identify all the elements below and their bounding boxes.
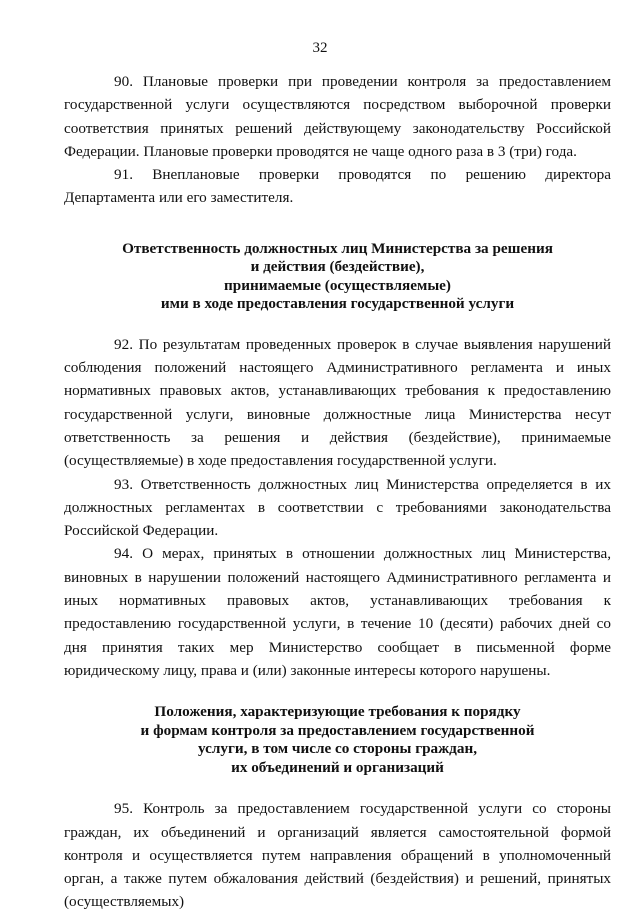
heading-line: ими в ходе предоставления государственной услуги xyxy=(160,295,515,313)
paragraph-94: 94. О мерах, принятых в отношении должностных лиц Министерства, виновных в нарушении положений настоящего Административного регламента и иных нормативных правовых актов, устанавливающих требования к предоставлению государственной услуги, в течение 10 (десяти) рабочих дней со дня принятия таких мер Министерство сообщает в письменной форме юридическому лицу, права и (или) законные интересы которого нарушены. xyxy=(64,545,611,679)
heading-line: услуги, в том числе со стороны граждан, xyxy=(198,740,477,758)
heading-line: и действия (бездействие), xyxy=(250,258,425,276)
paragraph-92: 92. По результатам проведенных проверок в случае выявления нарушений соблюдения положений настоящего Административного регламента и иных нормативных правовых актов, устанавливающих требования к предоставлению государственной услуги, виновные должностные лица Министерства несут ответственность за решения и действия (бездействие), принимаемые (осуществляемые) в ходе предоставления государственной услуги. xyxy=(64,335,611,470)
heading-line: Положения, характеризующие требования к порядку xyxy=(154,703,521,721)
heading-line: Ответственность должностных лиц Министерства за решения xyxy=(122,239,553,257)
heading-line: их объединений и организаций xyxy=(231,758,444,776)
section-heading-control-requirements xyxy=(64,703,611,777)
document-body xyxy=(64,70,611,914)
paragraph-93: 93. Ответственность должностных лиц Министерства определяется в их должностных регламентах в соответствии с требованиями законодательства Российской Федерации. xyxy=(64,475,611,540)
paragraph-95: 95. Контроль за предоставлением государственной услуги со стороны граждан, их объединений и организаций является самостоятельной формой контроля и осуществляется путем направления обращений в уполномоченный орган, а также путем обжалования действий (бездействия) и решений, принятых (осуществляемых) xyxy=(64,800,611,911)
paragraph-90: 90. Плановые проверки при проведении контроля за предоставлением государственной услуги осуществляются посредством выборочной проверки соответствия принятых решений действующему законодательству Российской Федерации. Плановые проверки проводятся не чаще одного раза в 3 (три) года. xyxy=(64,73,611,160)
heading-line: и формам контроля за предоставлением государственной xyxy=(140,721,535,739)
paragraph-91: 91. Внеплановые проверки проводятся по решению директора Департамента или его заместителя. xyxy=(64,166,611,207)
section-heading-responsibility xyxy=(64,240,611,314)
heading-line: принимаемые (осуществляемые) xyxy=(224,276,451,294)
page-number: 32 xyxy=(312,40,328,56)
